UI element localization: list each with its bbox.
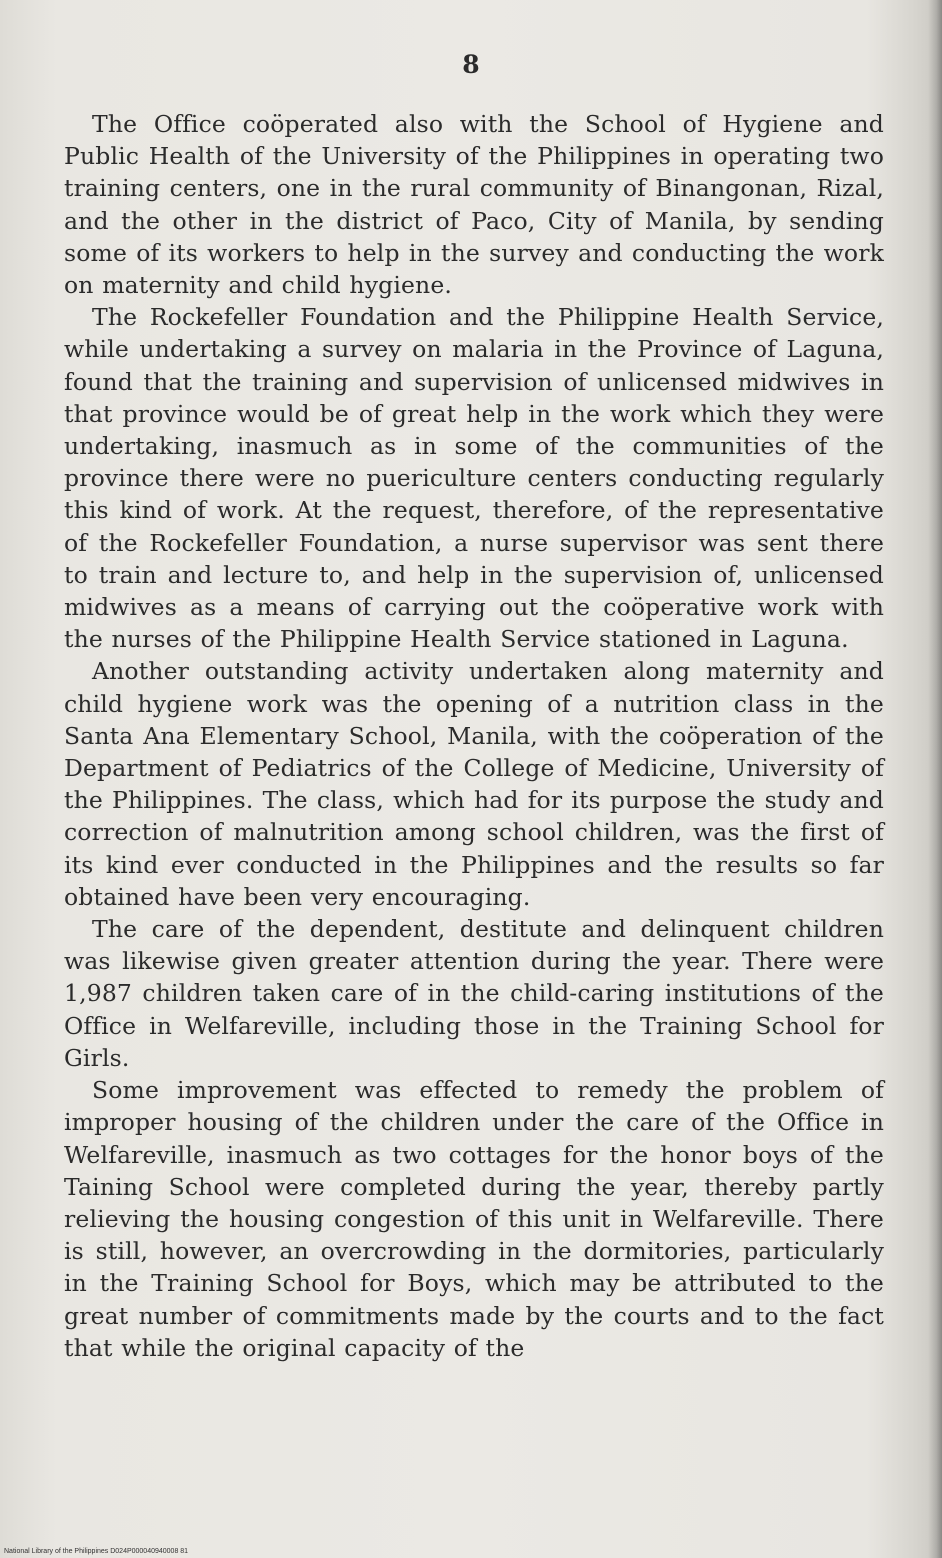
paragraph-1: The Office coöperated also with the School of Hygiene and Public Health of the University of the Philippines in operating two training centers, one in the rural community of Binangonan, Rizal, and the other in the district of Paco, City of Manila, by sending some of its workers to help in the survey and conducting the work on maternity and child hygiene.	[64, 110, 884, 300]
page-edge-shadow	[928, 0, 942, 1558]
paragraph-2: The Rockefeller Foundation and the Philippine Health Service, while undertaking a survey on malaria in the Province of Laguna, found that the training and supervision of unlicensed midwives in that province would be of great help in the work which they were undertaking, inasmuch as in some of the communities of the province there were no puericulture centers conducting regularly this kind of work. At the request, therefore, of the representative of the Rockefeller Foundation, a nurse supervisor was sent there to train and lecture to, and help in the supervision of, unlicensed midwives as a means of carrying out the coöperative work with the nurses of the Philippine Health Service stationed in Laguna.	[64, 303, 884, 654]
paragraph-5: Some improvement was effected to remedy the problem of improper housing of the children under the care of the Office in Welfareville, inasmuch as two cottages for the honor boys of the Taining School were completed during the year, thereby partly relieving the housing congestion of this unit in Welfareville. There is still, however, an overcrowding in the dormitories, particularly in the Training School for Boys, which may be attributed to the great number of commitments made by the courts and to the fact that while the original capacity of the	[64, 1076, 884, 1362]
footer-library-credit: National Library of the Philippines D024P000040940008 81	[4, 1548, 189, 1555]
body-text	[64, 108, 884, 1364]
paragraph-3: Another outstanding activity undertaken along maternity and child hygiene work was the opening of a nutrition class in the Santa Ana Elementary School, Manila, with the coöperation of the Department of Pediatrics of the College of Medicine, University of the Philippines. The class, which had for its purpose the study and correction of malnutrition among school children, was the first of its kind ever conducted in the Philippines and the results so far obtained have been very encouraging.	[64, 657, 884, 911]
paragraph-4: The care of the dependent, destitute and delinquent children was likewise given greater attention during the year. There were 1,987 children taken care of in the child-caring institutions of the Office in Welfareville, including those in the Training School for Girls.	[64, 915, 884, 1072]
page-number: 8	[462, 50, 480, 79]
